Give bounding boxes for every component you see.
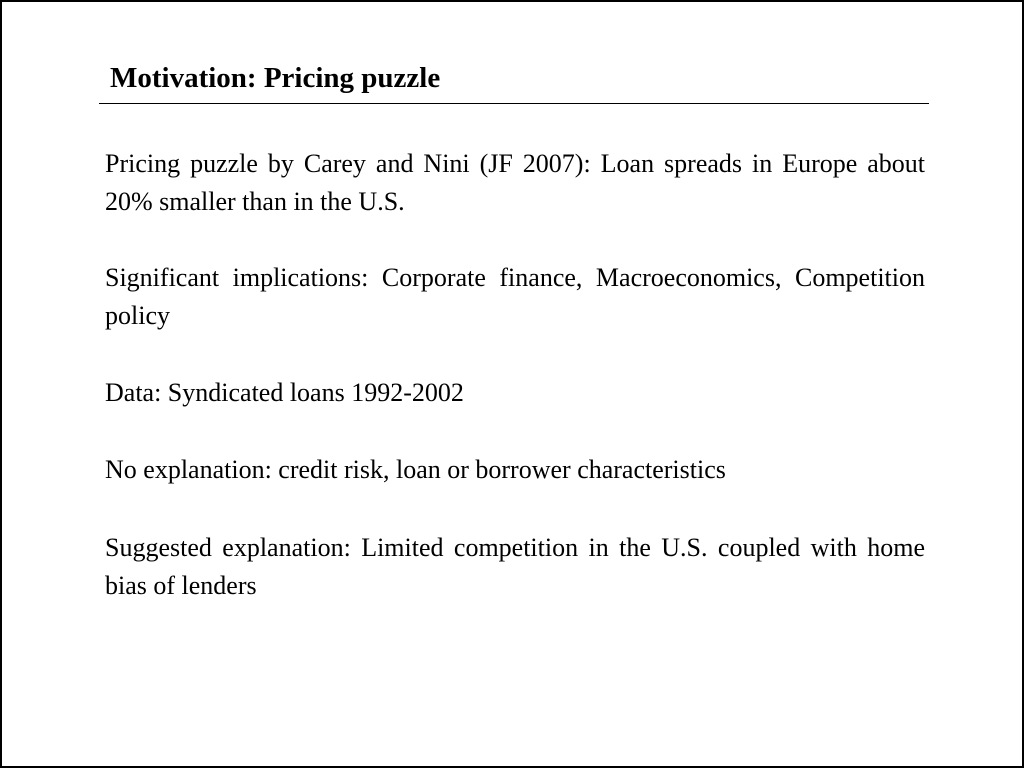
- paragraph-data: Data: Syndicated loans 1992-2002: [105, 378, 464, 407]
- paragraph-no-explanation: No explanation: credit risk, loan or borrower characteristics: [105, 455, 726, 484]
- paragraph-implications: Significant implications: Corporate finance, Macroeconomics, Competition policy: [105, 263, 925, 330]
- title-divider: [99, 103, 929, 104]
- paragraph-pricing-puzzle: Pricing puzzle by Carey and Nini (JF 2007): Loan spreads in Europe about 20% smaller than in the U.S.: [105, 149, 925, 216]
- slide-title: Motivation: Pricing puzzle: [110, 62, 441, 94]
- paragraph-suggested-explanation: Suggested explanation: Limited competition in the U.S. coupled with home bias of lenders: [105, 533, 925, 600]
